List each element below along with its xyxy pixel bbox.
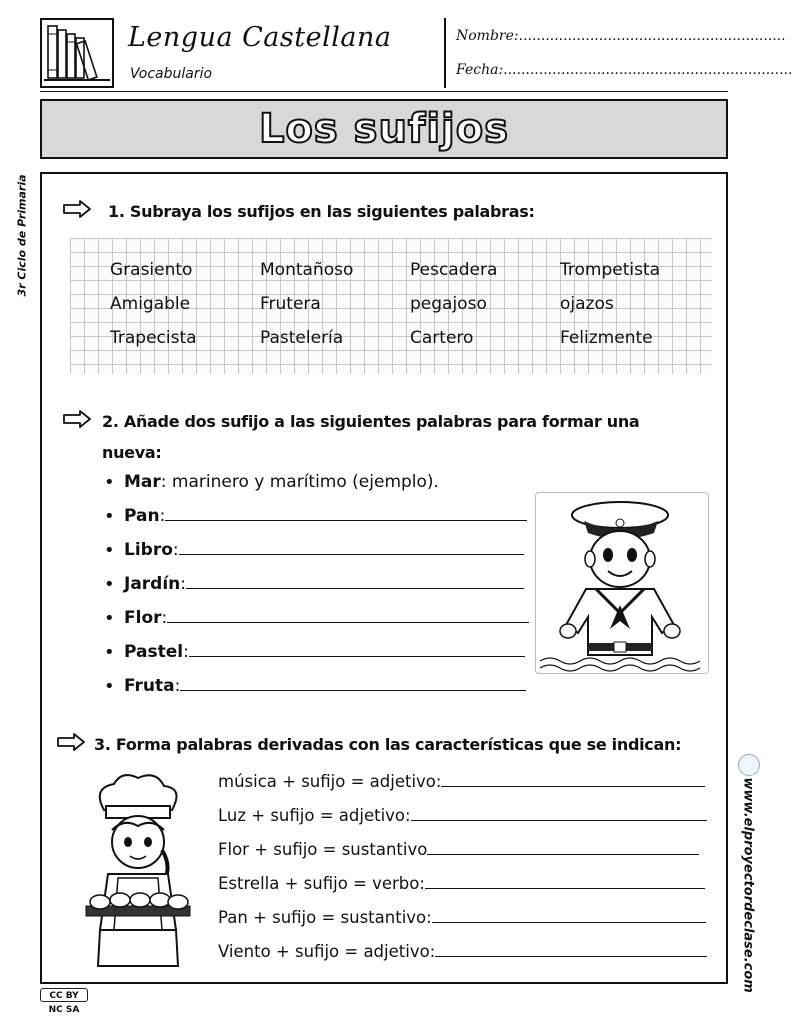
- unit-label: Vocabulario: [130, 66, 213, 82]
- exercise2-heading-cont: nueva:: [102, 443, 162, 462]
- subject-title: Lengua Castellana: [128, 22, 392, 53]
- exercise3-heading: 3. Forma palabras derivadas con las características que se indican:: [94, 735, 682, 754]
- word-grid: [70, 238, 712, 374]
- word-item[interactable]: Trompetista: [560, 260, 661, 280]
- word-item[interactable]: Trapecista: [110, 328, 197, 348]
- word-item[interactable]: Felizmente: [560, 328, 653, 348]
- answer-line[interactable]: [189, 642, 525, 657]
- arrow-right-icon: [62, 410, 92, 428]
- word-answer-row[interactable]: • Pastel:: [104, 642, 525, 662]
- side-label-left: 3r Ciclo de Primaria: [15, 174, 29, 297]
- derivation-row[interactable]: Estrella + sufijo = verbo:: [218, 874, 705, 893]
- answer-line[interactable]: [186, 574, 524, 589]
- word-item[interactable]: Pescadera: [410, 260, 498, 280]
- exercise1-heading: 1. Subraya los sufijos en las siguientes palabras:: [108, 202, 535, 221]
- exercise2-heading: 2. Añade dos sufijo a las siguientes palabras para formar una: [102, 412, 640, 431]
- header-divider: [444, 18, 446, 88]
- arrow-right-icon: [56, 733, 86, 751]
- derivation-row[interactable]: Viento + sufijo = adjetivo:: [218, 942, 707, 961]
- word-answer-row[interactable]: • Libro:: [104, 540, 524, 560]
- derivation-row[interactable]: Pan + sufijo = sustantivo:: [218, 908, 706, 927]
- word-answer-row[interactable]: • Pan:: [104, 506, 527, 526]
- word-item[interactable]: ojazos: [560, 294, 614, 314]
- date-field[interactable]: Fecha:.................................................................: [456, 62, 792, 78]
- example-item: • Mar: marinero y marítimo (ejemplo).: [104, 472, 439, 492]
- baker-illustration: [78, 770, 196, 975]
- answer-line[interactable]: [165, 506, 527, 521]
- word-item[interactable]: Frutera: [260, 294, 321, 314]
- answer-line[interactable]: [425, 874, 705, 889]
- arrow-right-icon: [62, 200, 92, 218]
- answer-line[interactable]: [427, 840, 699, 855]
- answer-line[interactable]: [179, 540, 524, 555]
- title-banner: [40, 99, 728, 159]
- license-badge: CC BY NC SA: [40, 988, 88, 1002]
- page-title: Los sufijos: [258, 106, 510, 152]
- name-field[interactable]: Nombre:............................................................: [456, 28, 786, 44]
- books-icon: [40, 18, 114, 88]
- site-logo-icon: [738, 754, 760, 776]
- website-label: www.elproyectordeclase.com: [740, 777, 756, 993]
- answer-line[interactable]: [435, 942, 707, 957]
- word-answer-row[interactable]: • Fruta:: [104, 676, 526, 696]
- derivation-row[interactable]: Flor + sufijo = sustantivo: [218, 840, 699, 859]
- word-item[interactable]: Cartero: [410, 328, 474, 348]
- answer-line[interactable]: [167, 608, 529, 623]
- answer-line[interactable]: [432, 908, 706, 923]
- word-answer-row[interactable]: • Flor:: [104, 608, 529, 628]
- answer-line[interactable]: [411, 806, 707, 821]
- word-item[interactable]: Grasiento: [110, 260, 193, 280]
- word-item[interactable]: Montañoso: [260, 260, 354, 280]
- sailor-illustration: [535, 492, 709, 674]
- word-answer-row[interactable]: • Jardín:: [104, 574, 524, 594]
- word-item[interactable]: pegajoso: [410, 294, 487, 314]
- derivation-row[interactable]: música + sufijo = adjetivo:: [218, 772, 705, 791]
- word-item[interactable]: Amigable: [110, 294, 191, 314]
- answer-line[interactable]: [441, 772, 705, 787]
- answer-line[interactable]: [180, 676, 526, 691]
- word-item[interactable]: Pastelería: [260, 328, 344, 348]
- derivation-row[interactable]: Luz + sufijo = adjetivo:: [218, 806, 707, 825]
